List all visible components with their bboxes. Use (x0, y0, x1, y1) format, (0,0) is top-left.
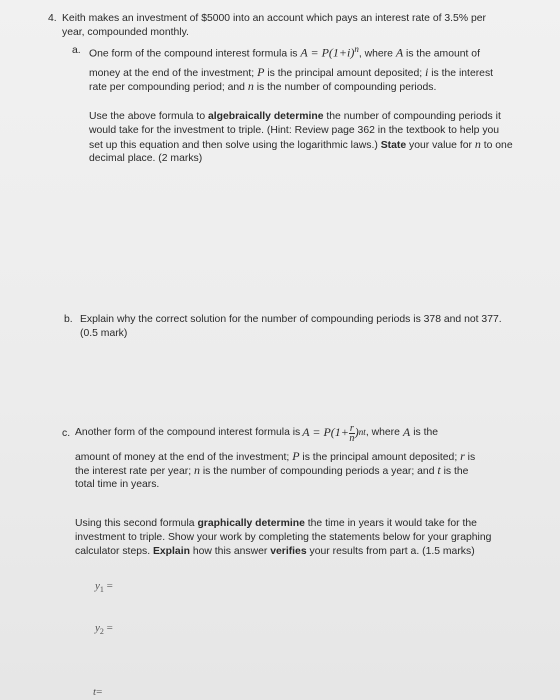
part-b-letter: b. (64, 314, 73, 325)
y1-statement (95, 580, 113, 594)
part-c-text: is the (440, 466, 469, 477)
part-b-line-1: Explain why the correct solution for the number of compounding periods is 378 and not 377. (80, 314, 502, 325)
part-c-text: , where (365, 427, 400, 439)
part-c-letter: c. (62, 428, 71, 439)
fraction-denominator: n (349, 432, 355, 444)
part-a-instruction-line-4: decimal place. (2 marks) (89, 153, 203, 164)
part-a-text: the number of compounding periods it (323, 111, 501, 122)
part-a-definition-line-3 (89, 80, 436, 95)
part-c-text: the time in years it would take for the (304, 518, 477, 529)
t-label: t (93, 686, 97, 698)
part-a-text: money at the end of the investment; (89, 68, 258, 79)
part-c-definition-line-1 (75, 420, 438, 446)
var-p: P (257, 65, 265, 79)
part-c-text: is the (413, 427, 439, 439)
formula-a: A = P(1+i) (300, 45, 355, 60)
part-a-bold: State (380, 140, 407, 151)
part-c-text: amount of money at the end of the investment; (75, 452, 293, 463)
y2-subscript: 2 (99, 627, 104, 637)
part-c-text: Using this second formula (75, 518, 198, 529)
y2-statement (95, 622, 113, 636)
part-a-text: is the interest (428, 68, 494, 79)
part-a-bold: algebraically determine (207, 111, 324, 122)
formula-a-exponent: n (354, 44, 359, 54)
part-c-bold: verifies (270, 546, 307, 557)
part-c-text: Another form of the compound interest formula is (75, 427, 301, 439)
var-i: i (425, 65, 429, 79)
equals-sign: = (96, 686, 103, 698)
part-c-instruction-line-1 (75, 517, 477, 531)
part-a-instruction-line-2: would take for the investment to triple. (Hint: Review page 362 in the textbook to help you (89, 125, 500, 136)
part-c-instruction-line-2: investment to triple. Show your work by completing the statements below for your graphing (75, 532, 492, 543)
equals-sign: = (106, 580, 113, 592)
equals-sign: = (106, 622, 113, 634)
question-number: 4. (48, 13, 57, 24)
formula-c-left: A = P(1+ (302, 425, 349, 440)
part-c-definition-line-3 (75, 464, 468, 479)
part-a-letter: a. (72, 45, 81, 56)
y2-label: y (95, 622, 100, 634)
fraction-numerator: r (349, 422, 354, 434)
part-c-text: calculator steps. (75, 546, 153, 557)
part-a-definition-line-2 (89, 66, 493, 81)
part-c-text: the interest rate per year; (75, 466, 194, 477)
part-c-definition-line-2 (75, 450, 475, 465)
var-n: n (247, 79, 254, 93)
part-c-definition-line-4: total time in years. (75, 479, 160, 490)
part-c-text: how this answer (189, 546, 271, 557)
part-a-instruction-line-3 (89, 138, 513, 153)
part-a-text: set up this equation and then solve using the logarithmic laws.) (89, 140, 381, 151)
part-a-instruction-line-1 (89, 110, 501, 124)
y1-subscript: 1 (99, 585, 104, 595)
part-a-text: your value for (406, 140, 475, 151)
var-r: r (460, 449, 465, 463)
var-t: t (437, 463, 441, 477)
part-a-text: is the number of compounding periods. (253, 82, 437, 93)
part-a-text: to one (480, 140, 513, 151)
t-statement (93, 686, 102, 698)
part-c-text: is the principal amount deposited; (299, 452, 461, 463)
part-a-definition-line-1 (89, 43, 480, 61)
part-c-text: is (464, 452, 476, 463)
question-intro-line-2: year, compounded monthly. (62, 27, 189, 38)
part-c-bold: graphically determine (197, 518, 305, 529)
part-b-line-2: (0.5 mark) (80, 328, 128, 339)
var-a: A (395, 45, 404, 60)
part-a-text: rate per compounding period; and (89, 82, 248, 93)
part-c-instruction-line-3 (75, 545, 475, 559)
y1-label: y (95, 580, 100, 592)
var-n: n (474, 137, 481, 151)
part-c-text: your results from part a. (1.5 marks) (306, 546, 475, 557)
question-intro-line-1: Keith makes an investment of $5000 into an account which pays an interest rate of 3.5% per (62, 13, 486, 24)
part-a-text: is the principal amount deposited; (264, 68, 426, 79)
part-a-text: , where (358, 48, 396, 60)
var-n: n (193, 463, 200, 477)
var-a: A (402, 425, 411, 440)
part-a-text: is the amount of (403, 48, 480, 60)
part-a-text: One form of the compound interest formula is (89, 48, 301, 60)
part-a-text: Use the above formula to (89, 111, 208, 122)
formula-c-exponent: nt (358, 427, 366, 438)
formula-c-right: ) (354, 425, 359, 440)
part-c-bold: Explain (152, 546, 190, 557)
part-c-text: is the number of compounding periods a year; and (199, 466, 438, 477)
var-p: P (292, 449, 300, 463)
